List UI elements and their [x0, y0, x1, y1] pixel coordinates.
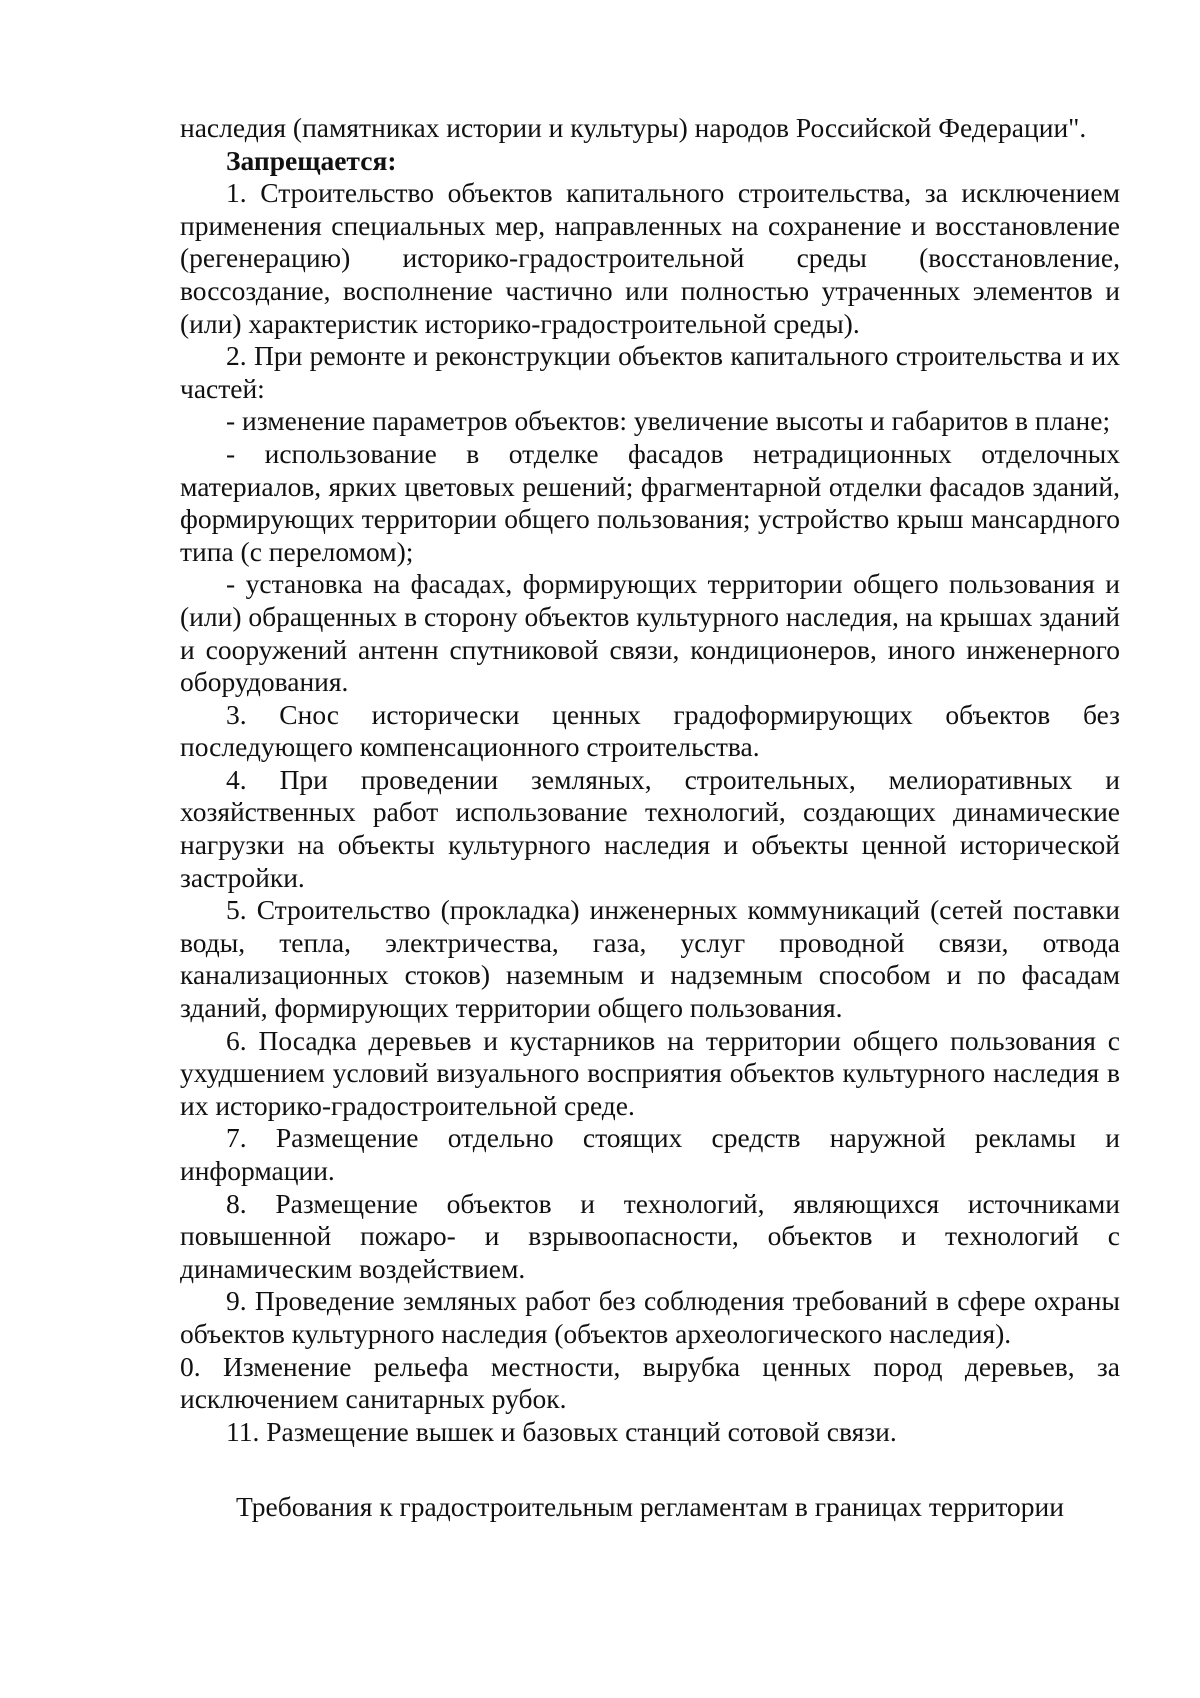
continuation-line: наследия (памятниках истории и культуры) народов Российской Федерации".: [180, 112, 1087, 143]
item-2-dash-2: - использование в отделке фасадов нетрадиционных отделочных материалов, ярких цветовых решений; фрагментарной отделки фасадов зданий, формирующих территории общего пользования; устройство крыш мансардного типа (с переломом);: [180, 437, 1120, 567]
item-11: 11. Размещение вышек и базовых станций сотовой связи.: [226, 1415, 897, 1447]
item-2: 2. При ремонте и реконструкции объектов капитального строительства и их частей:: [180, 340, 1120, 404]
document-page: [180, 112, 1120, 1524]
item-3: 3. Снос исторически ценных градоформирующих объектов без последующего компенсационного строительства.: [180, 698, 1120, 763]
item-5: 5. Строительство (прокладка) инженерных коммуникаций (сетей поставки воды, тепла, электричества, газа, услуг проводной связи, отвода канализационных стоков) наземным и надземным способом и по фасадам зданий, формирующих территории общего пользования.: [180, 894, 1120, 1024]
item-4: 4. При проведении земляных, строительных, мелиоративных и хозяйственных работ использование технологий, создающих динамические нагрузки на объекты культурного наследия и объекты ценной исторической застройки.: [180, 763, 1120, 893]
item-2-dash-1: - изменение параметров объектов: увеличение высоты и габаритов в плане;: [226, 405, 1111, 437]
item-8: 8. Размещение объектов и технологий, являющихся источниками повышенной пожаро- и взрывоопасности, объектов и технологий с динамическим воздействием.: [180, 1187, 1120, 1284]
item-9: 9. Проведение земляных работ без соблюдения требований в сфере охраны объектов культурного наследия (объектов археологического наследия).: [180, 1285, 1120, 1349]
section-heading: Запрещается:: [226, 144, 397, 176]
item-7: 7. Размещение отдельно стоящих средств наружной рекламы и информации.: [180, 1122, 1120, 1186]
item-1: 1. Строительство объектов капитального строительства, за исключением применения специальных мер, направленных на сохранение и восстановление (регенерацию) историко-градостроительной среды (восстановление, воссоздание, восполнение частично или полностью утраченных элементов и (или) характеристик историко-градостроительной среды).: [180, 177, 1120, 339]
item-10: 0. Изменение рельефа местности, вырубка ценных пород деревьев, за исключением санитарных рубок.: [180, 1350, 1120, 1415]
item-2-dash-3: - установка на фасадах, формирующих территории общего пользования и (или) обращенных в сторону объектов культурного наследия, на крышах зданий и сооружений антенн спутниковой связи, кондиционеров, иного инженерного оборудования.: [180, 568, 1120, 698]
item-6: 6. Посадка деревьев и кустарников на территории общего пользования с ухудшением условий визуального восприятия объектов культурного наследия в их историко-градостроительной среде.: [180, 1024, 1120, 1121]
subsection-title: Требования к градостроительным регламентам в границах территории: [236, 1491, 1064, 1523]
